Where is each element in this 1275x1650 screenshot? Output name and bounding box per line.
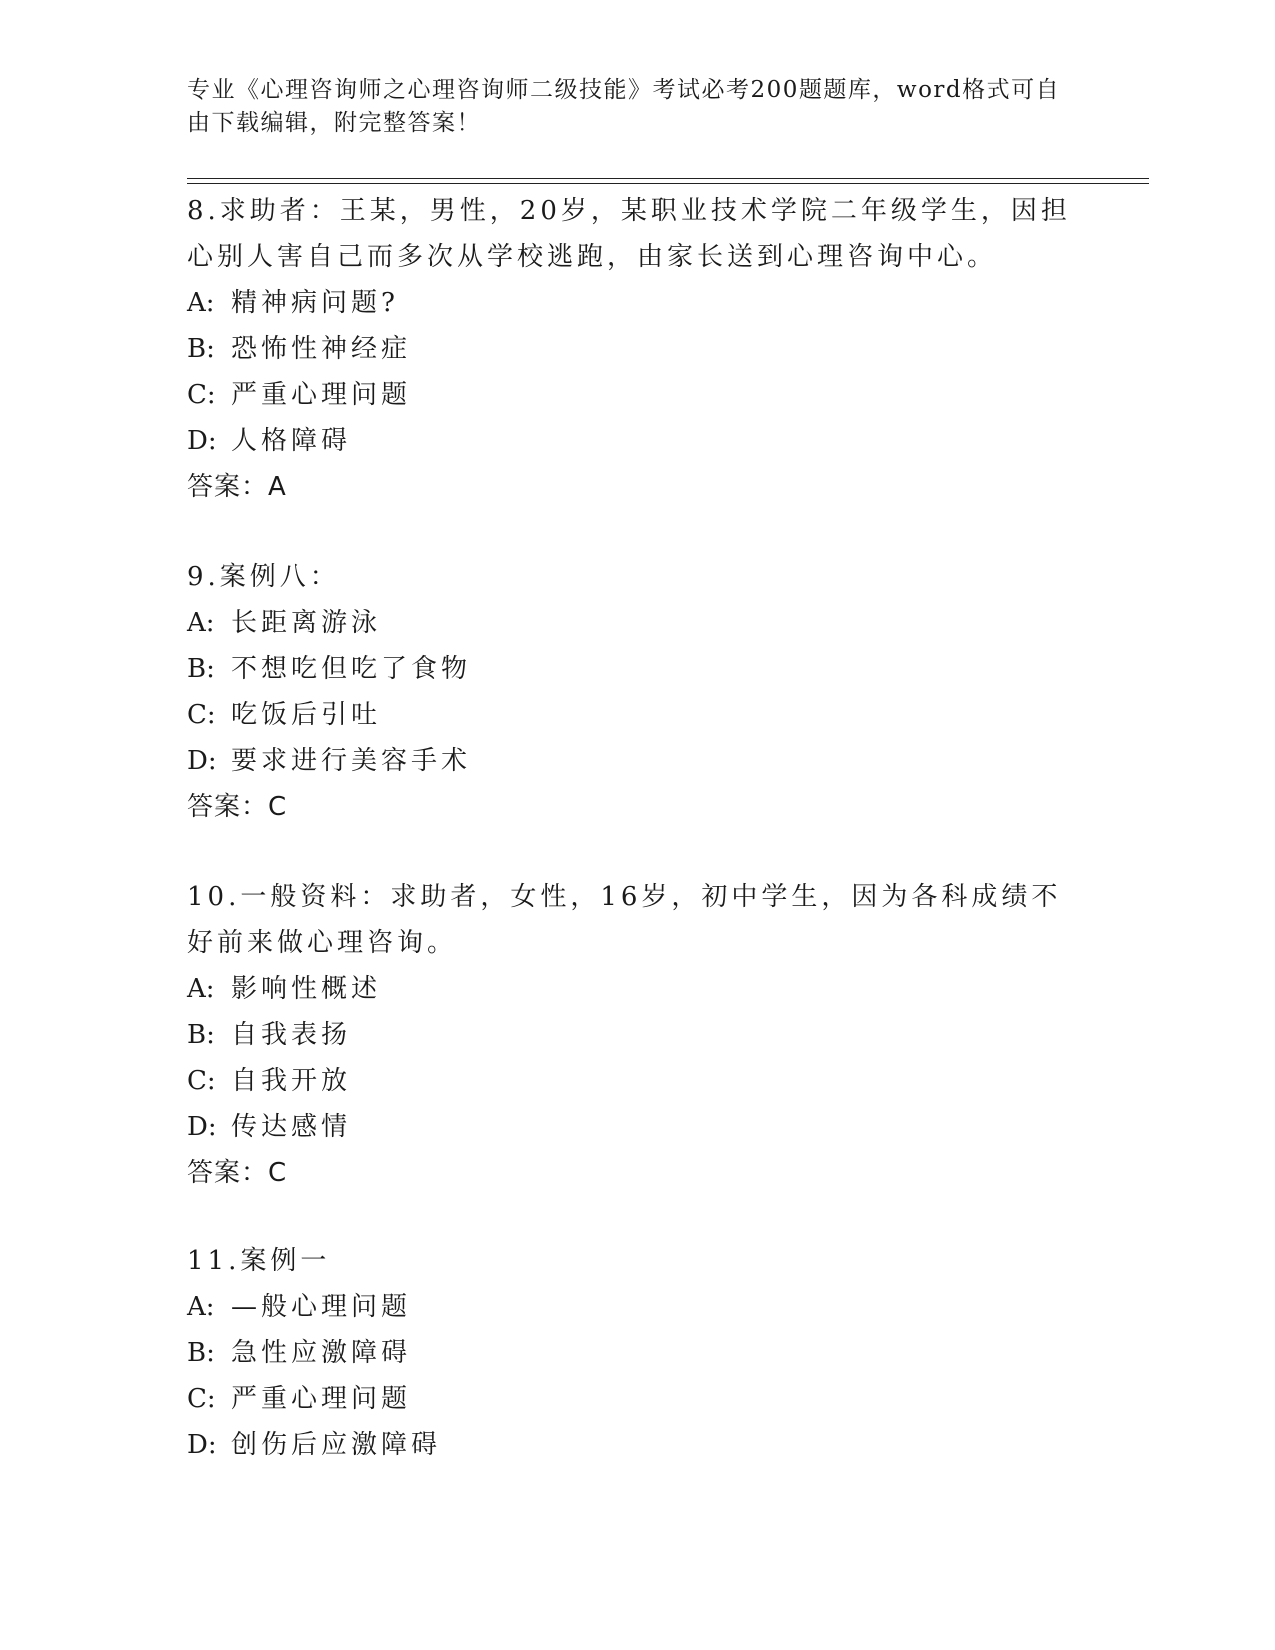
answer-line: 答案：A [187, 472, 287, 502]
option-b [187, 1012, 1087, 1058]
option-letter: A: [187, 288, 215, 318]
option-letter: B: [187, 1338, 215, 1368]
option-letter: A: [187, 1292, 215, 1322]
option-d [187, 418, 1087, 464]
option-text: 严重心理问题 [231, 380, 412, 410]
answer-line: 答案：C [187, 792, 288, 822]
option-letter: D: [187, 1430, 217, 1460]
option-c [187, 1058, 1087, 1104]
option-text: 自我表扬 [231, 1020, 352, 1050]
option-text: 传达感情 [231, 1112, 352, 1142]
question-10 [187, 874, 1087, 1196]
option-b [187, 326, 1087, 372]
question-8 [187, 188, 1087, 510]
option-letter: B: [187, 334, 215, 364]
option-text: 创伤后应激障碍 [231, 1430, 442, 1460]
header-intro: 专业《心理咨询师之心理咨询师二级技能》考试必考200题题库，word格式可自由下载编辑，附完整答案！ [187, 77, 1061, 136]
option-letter: C: [187, 1066, 216, 1096]
option-letter: C: [187, 1384, 216, 1414]
option-text: 长距离游泳 [231, 608, 382, 638]
option-text: 精神病问题? [231, 288, 399, 318]
option-text: 自我开放 [231, 1066, 352, 1096]
option-b [187, 1330, 1087, 1376]
option-text: 急性应激障碍 [231, 1338, 412, 1368]
question-stem: 8.求助者：王某，男性，20岁，某职业技术学院二年级学生，因担心别人害自己而多次从学校逃跑，由家长送到心理咨询中心。 [187, 196, 1071, 272]
question-stem: 9.案例八： [187, 562, 340, 592]
header-divider-top [187, 178, 1149, 179]
header-divider-bottom [187, 183, 1149, 184]
option-text: 人格障碍 [231, 426, 352, 456]
option-letter: A: [187, 974, 215, 1004]
option-d [187, 1422, 1087, 1468]
option-a [187, 966, 1087, 1012]
option-letter: B: [187, 654, 215, 684]
option-text: 恐怖性神经症 [231, 334, 412, 364]
option-d [187, 1104, 1087, 1150]
question-stem: 11.案例一 [187, 1246, 331, 1276]
option-text: 严重心理问题 [231, 1384, 412, 1414]
option-letter: D: [187, 1112, 217, 1142]
option-a [187, 600, 1087, 646]
option-letter: C: [187, 380, 216, 410]
question-9 [187, 554, 1087, 830]
option-letter: D: [187, 746, 217, 776]
option-a [187, 280, 1087, 326]
question-stem: 10.一般资料：求助者，女性，16岁，初中学生，因为各科成绩不好前来做心理咨询。 [187, 882, 1062, 958]
option-c [187, 1376, 1087, 1422]
option-text: —般心理问题 [231, 1292, 412, 1322]
option-d [187, 738, 1087, 784]
option-letter: A: [187, 608, 215, 638]
option-b [187, 646, 1087, 692]
option-text: 不想吃但吃了食物 [231, 654, 472, 684]
question-11 [187, 1238, 1087, 1468]
option-text: 吃饭后引吐 [231, 700, 382, 730]
option-a [187, 1284, 1087, 1330]
option-c [187, 372, 1087, 418]
option-text: 要求进行美容手术 [231, 746, 472, 776]
option-letter: D: [187, 426, 217, 456]
option-c [187, 692, 1087, 738]
option-letter: C: [187, 700, 216, 730]
option-letter: B: [187, 1020, 215, 1050]
answer-line: 答案：C [187, 1158, 288, 1188]
option-text: 影响性概述 [231, 974, 382, 1004]
